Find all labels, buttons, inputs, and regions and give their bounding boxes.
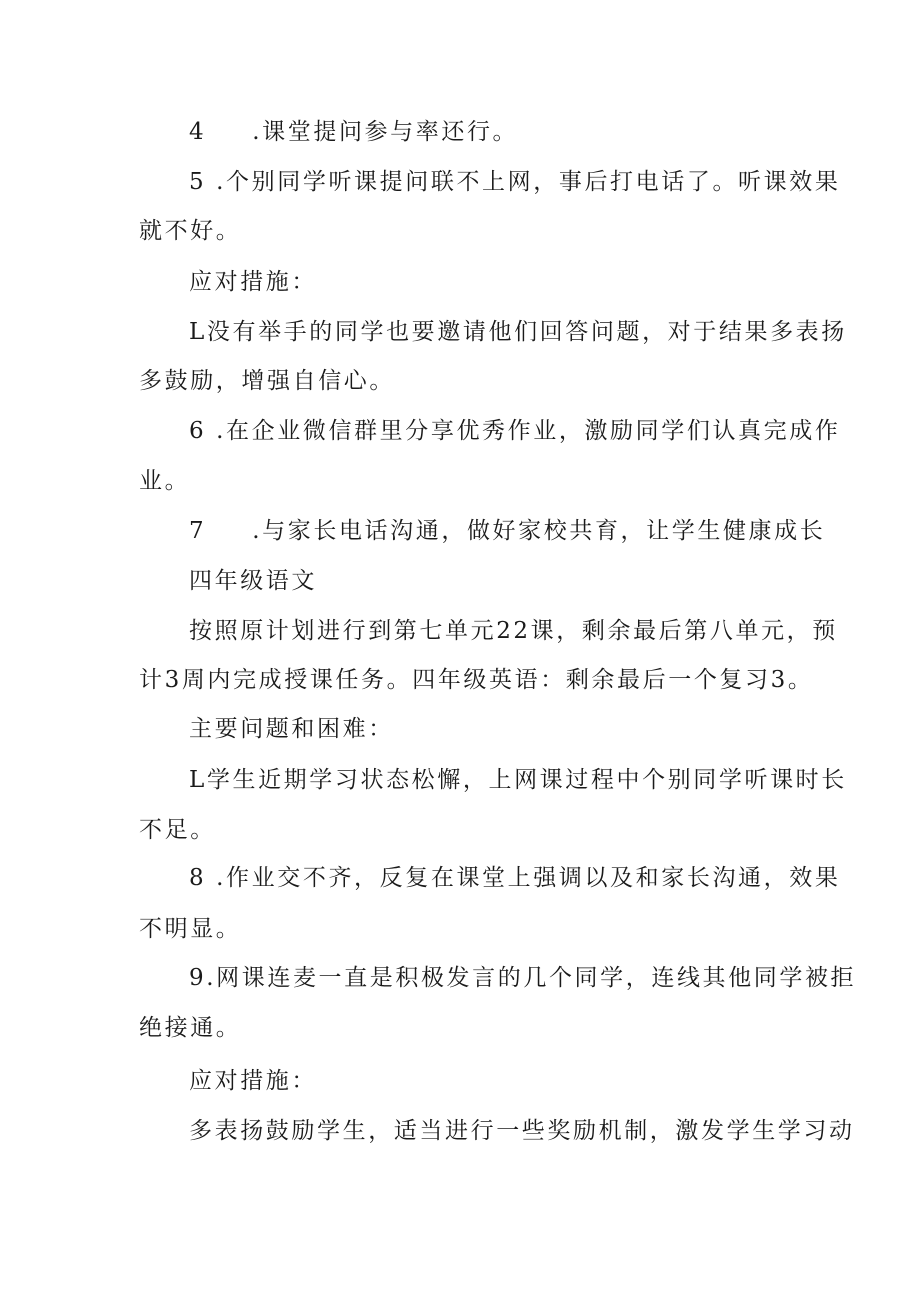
item-number: 6	[189, 418, 207, 444]
paragraph-line: 不明显。	[139, 916, 242, 942]
section-heading: 四年级语文	[189, 568, 317, 594]
item-number: 5	[189, 169, 207, 195]
paragraph-line: L学生近期学习状态松懈，上网课过程中个别同学听课时长	[189, 767, 847, 793]
section-heading: 应对措施：	[189, 1068, 317, 1094]
list-item-6	[189, 416, 840, 446]
list-item-7	[189, 516, 825, 546]
list-item-5	[189, 167, 840, 197]
item-text: .与家长电话沟通，做好家校共育，让学生健康成长	[252, 518, 826, 544]
paragraph-line: 就不好。	[139, 218, 242, 244]
item-text: .作业交不齐，反复在课堂上强调以及和家长沟通，效果	[206, 865, 841, 891]
paragraph-line: 绝接通。	[139, 1015, 242, 1041]
item-text: .在企业微信群里分享优秀作业，激励同学们认真完成作	[206, 418, 841, 444]
list-item-4	[189, 117, 518, 147]
section-heading: 应对措施：	[189, 269, 317, 295]
paragraph-line: L没有举手的同学也要邀请他们回答问题，对于结果多表扬	[189, 319, 847, 345]
paragraph-line: 按照原计划进行到第七单元22课，剩余最后第八单元，预	[189, 618, 838, 644]
paragraph-line: 计3周内完成授课任务。四年级英语：剩余最后一个复习3。	[139, 667, 814, 693]
item-text: .课堂提问参与率还行。	[252, 119, 519, 145]
item-text: .个别同学听课提问联不上网，事后打电话了。听课效果	[206, 169, 841, 195]
section-heading: 主要问题和困难：	[189, 716, 394, 742]
item-number: 7	[189, 518, 207, 544]
list-item-8	[189, 863, 840, 893]
paragraph-line: 业。	[139, 468, 191, 494]
paragraph-line: 多鼓励，增强自信心。	[139, 368, 395, 394]
list-item-9: 9.网课连麦一直是积极发言的几个同学，连线其他同学被拒	[189, 965, 857, 991]
item-number: 4	[189, 119, 207, 145]
paragraph-line: 不足。	[139, 817, 216, 843]
item-number: 8	[189, 865, 207, 891]
paragraph-line: 多表扬鼓励学生，适当进行一些奖励机制，激发学生学习动	[189, 1118, 855, 1144]
